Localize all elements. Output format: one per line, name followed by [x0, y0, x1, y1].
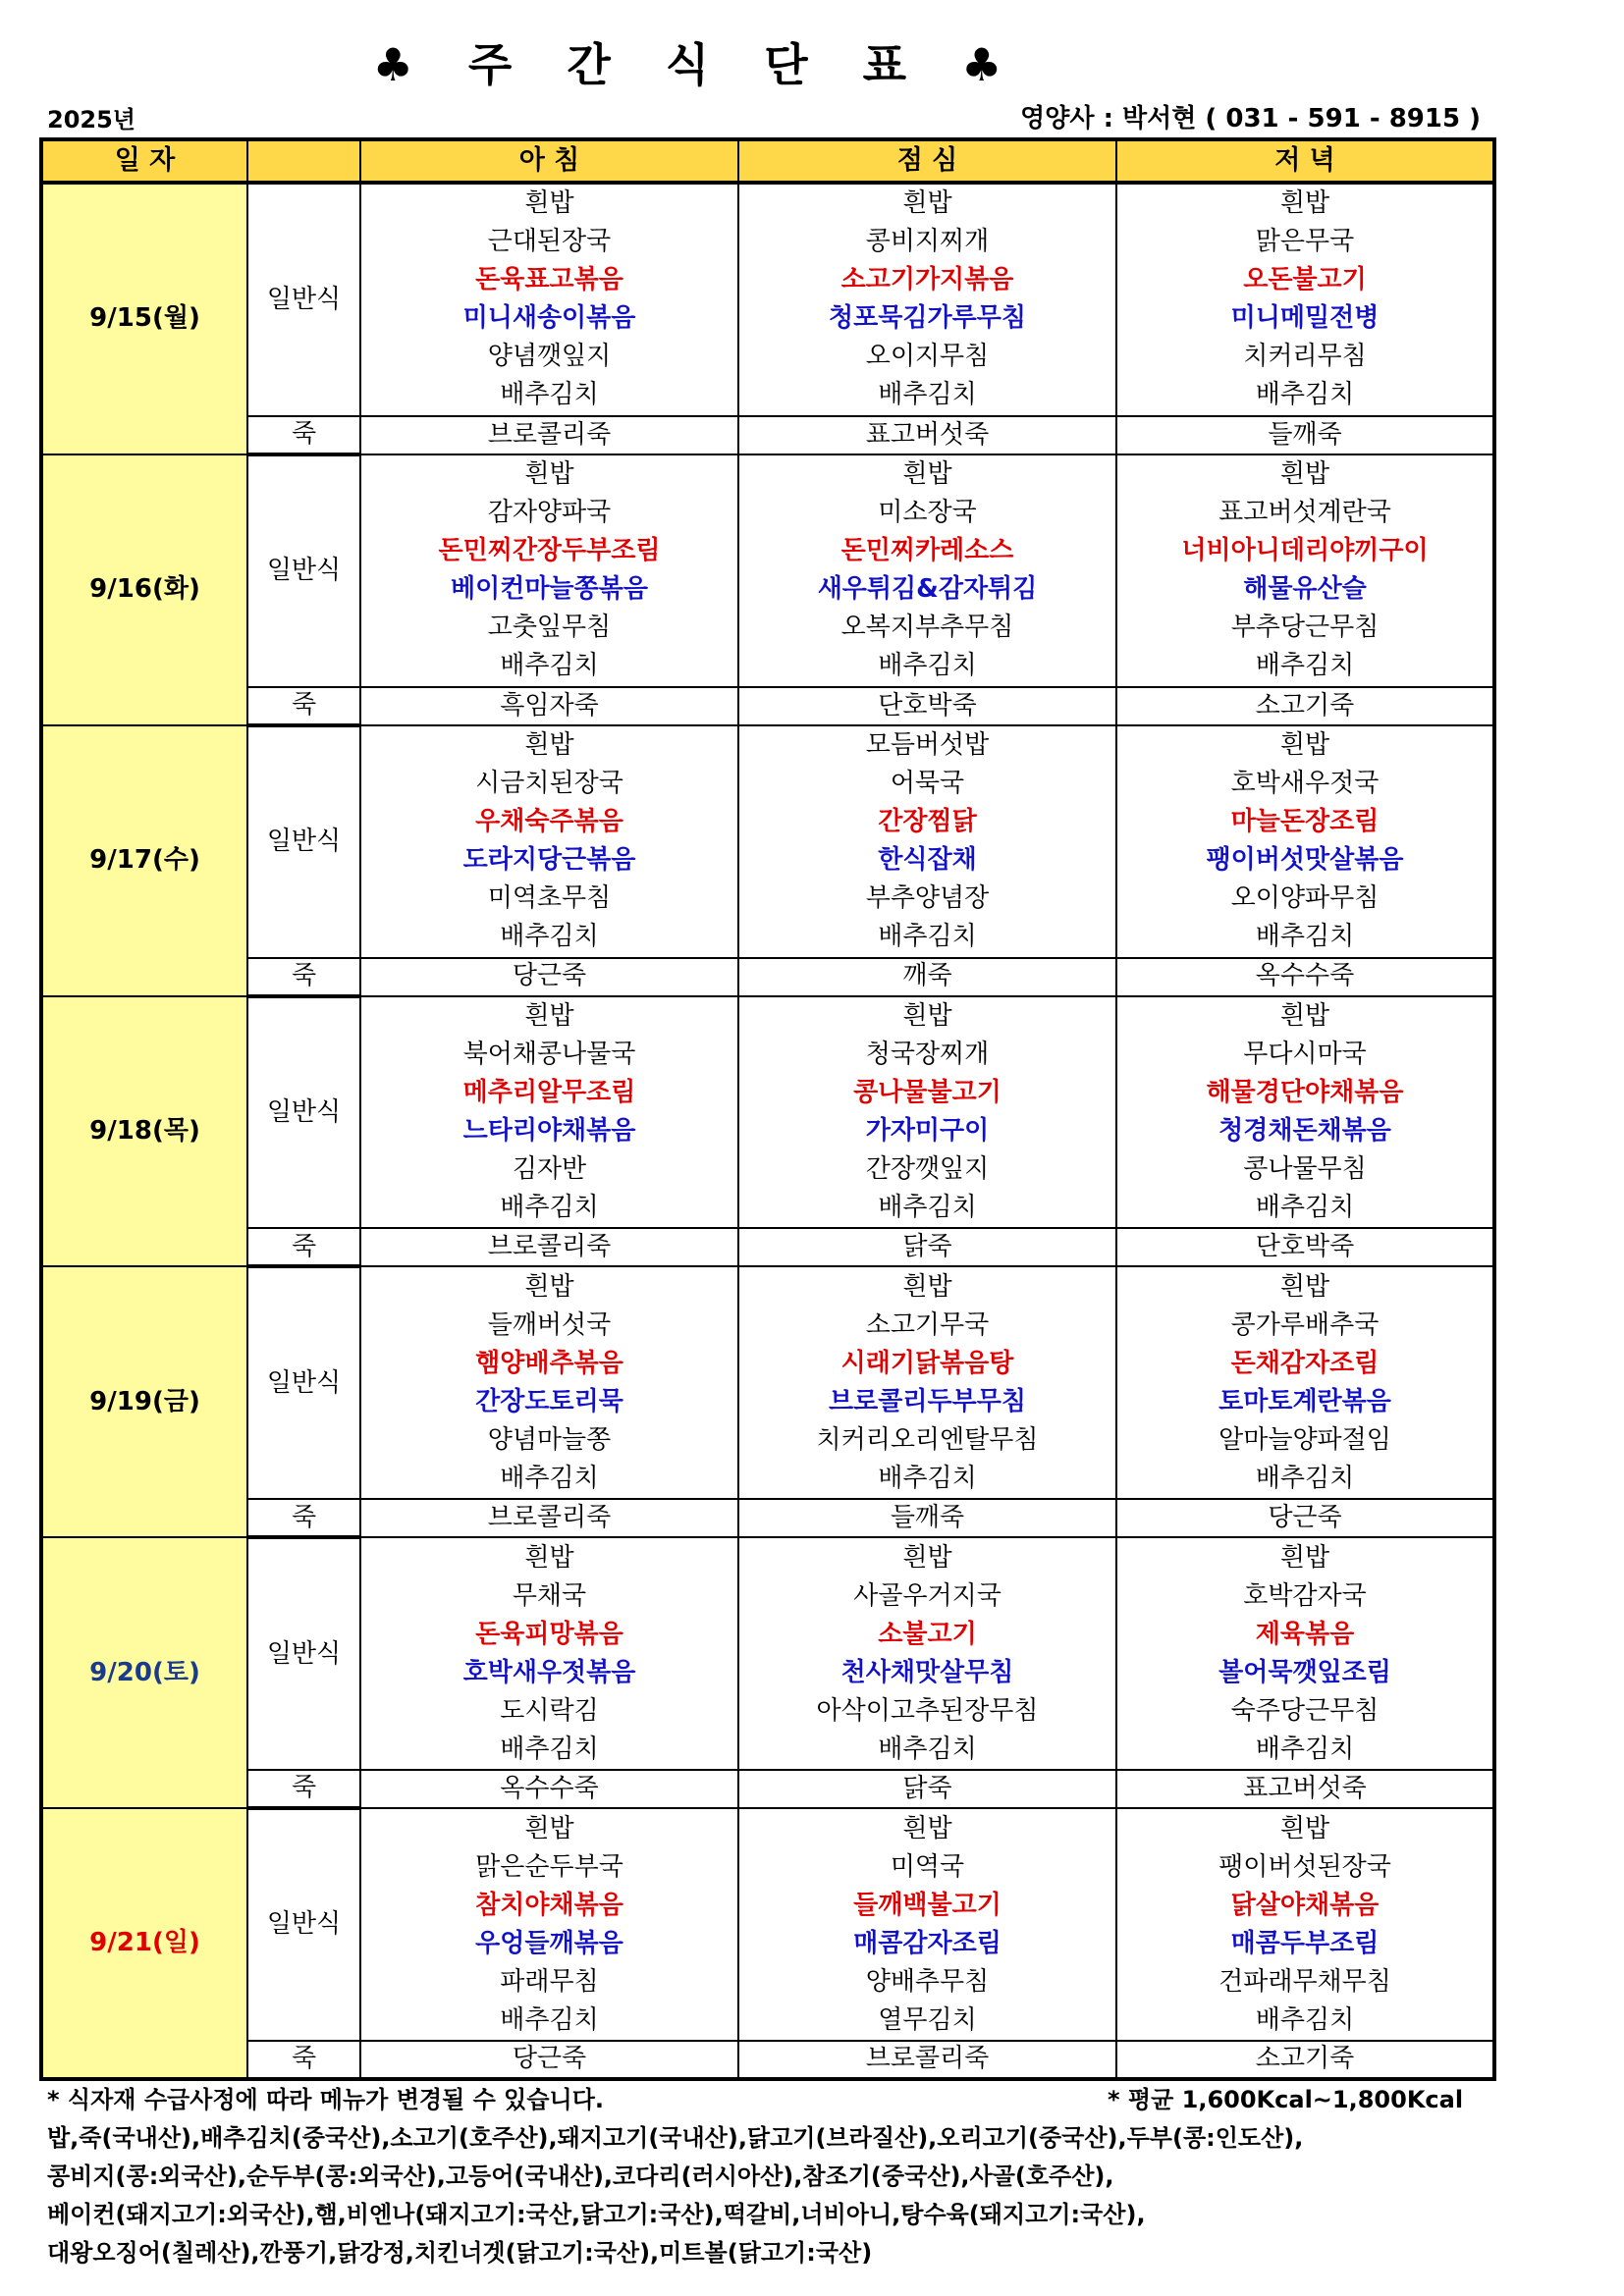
- menu-item: 흰밥: [1279, 1542, 1330, 1573]
- porridge-row: [41, 2041, 1494, 2079]
- breakfast-porridge: 흑임자죽: [360, 687, 738, 725]
- breakfast-cell: [360, 1266, 738, 1499]
- lunch-porridge: 닭죽: [738, 1228, 1116, 1266]
- menu-item: 북어채콩나물국: [462, 1039, 636, 1069]
- menu-item: 배추김치: [1255, 651, 1355, 681]
- day-row: [41, 996, 1494, 1229]
- menu-item: 볼어묵깻잎조림: [1218, 1657, 1391, 1687]
- menu-item: 무다시마국: [1243, 1039, 1367, 1069]
- menu-item: 간장찜닭: [878, 807, 977, 837]
- menu-item: 호박새우젓볶음: [462, 1657, 636, 1687]
- day-row: [41, 1808, 1494, 2041]
- menu-item: 양념마늘쫑: [487, 1424, 612, 1455]
- lunch-porridge: 브로콜리죽: [738, 2041, 1116, 2079]
- menu-item: 간장도토리묵: [475, 1386, 623, 1416]
- breakfast-porridge: 브로콜리죽: [360, 416, 738, 454]
- menu-item: 우채숙주볶음: [475, 807, 623, 837]
- menu-item: 배추김치: [500, 380, 599, 410]
- menu-item: 사골우거지국: [853, 1580, 1001, 1611]
- header-row: [41, 139, 1494, 183]
- menu-item: 너비아니데리야끼구이: [1181, 536, 1429, 566]
- date-cell: 9/15(월): [41, 183, 247, 454]
- menu-item: 숙주당근무침: [1230, 1695, 1380, 1726]
- lunch-porridge: 표고버섯죽: [738, 416, 1116, 454]
- menu-item: 배추김치: [1255, 1192, 1355, 1222]
- dinner-porridge: 소고기죽: [1116, 687, 1494, 725]
- footnotes: [47, 2081, 1520, 2272]
- menu-item: 들깨버섯국: [487, 1309, 612, 1340]
- menu-item: 콩비지찌개: [865, 227, 990, 257]
- menu-item: 근대된장국: [487, 227, 612, 257]
- menu-item: 양념깻잎지: [487, 342, 612, 372]
- date-cell: 9/17(수): [41, 725, 247, 996]
- dinner-cell: [1116, 183, 1494, 416]
- dinner-cell: [1116, 1537, 1494, 1770]
- menu-item: 느타리야채볶음: [462, 1115, 636, 1146]
- date-cell: 9/19(금): [41, 1266, 247, 1537]
- dinner-porridge: 단호박죽: [1116, 1228, 1494, 1266]
- menu-item: 소불고기: [878, 1619, 977, 1649]
- menu-item: 매콤두부조림: [1230, 1928, 1380, 1958]
- menu-item: 닭살야채볶음: [1230, 1890, 1380, 1920]
- menu-item: 콩나물무침: [1243, 1153, 1367, 1184]
- date-cell: 9/21(일): [41, 1808, 247, 2079]
- menu-item: 배추김치: [500, 1192, 599, 1222]
- menu-item: 어묵국: [890, 769, 965, 799]
- menu-item: 흰밥: [902, 188, 952, 219]
- porridge-row: [41, 1499, 1494, 1537]
- breakfast-cell: [360, 454, 738, 687]
- menu-item: 청경채돈채볶음: [1218, 1115, 1391, 1146]
- menu-item: 흰밥: [902, 1542, 952, 1573]
- category-porridge: 죽: [247, 1228, 360, 1266]
- menu-item: 배추김치: [878, 380, 977, 410]
- change-notice: * 식자재 수급사정에 따라 메뉴가 변경될 수 있습니다.: [47, 2086, 605, 2113]
- menu-item: 청포묵김가루무침: [829, 303, 1026, 334]
- menu-item: 돈민찌간장두부조림: [438, 536, 661, 566]
- lunch-cell: [738, 996, 1116, 1229]
- breakfast-porridge: 브로콜리죽: [360, 1499, 738, 1537]
- dinner-porridge: 소고기죽: [1116, 2041, 1494, 2079]
- menu-item: 호박새우젓국: [1230, 769, 1380, 799]
- menu-item: 흰밥: [902, 1000, 952, 1031]
- breakfast-porridge: 당근죽: [360, 958, 738, 996]
- menu-item: 새우튀김&감자튀김: [817, 574, 1038, 605]
- category-porridge: 죽: [247, 1499, 360, 1537]
- year-label: 2025년: [47, 106, 135, 133]
- dinner-cell: [1116, 1808, 1494, 2041]
- menu-item: 흰밥: [902, 1813, 952, 1843]
- date-cell: 9/16(화): [41, 454, 247, 725]
- menu-item: 미소장국: [878, 498, 977, 528]
- menu-item: 배추김치: [500, 1734, 599, 1764]
- menu-item: 흰밥: [524, 730, 574, 761]
- menu-item: 천사채맛살무침: [840, 1657, 1014, 1687]
- menu-item: 호박감자국: [1243, 1580, 1367, 1611]
- category-regular: 일반식: [247, 1537, 360, 1770]
- category-porridge: 죽: [247, 416, 360, 454]
- menu-item: 배추김치: [500, 2004, 599, 2035]
- menu-item: 고춧잎무침: [487, 613, 612, 643]
- breakfast-cell: [360, 725, 738, 958]
- menu-item: 흰밥: [1279, 1271, 1330, 1302]
- menu-item: 도시락김: [500, 1695, 599, 1726]
- menu-item: 돈채감자조림: [1230, 1348, 1380, 1378]
- menu-item: 흰밥: [1279, 730, 1330, 761]
- menu-item: 도라지당근볶음: [462, 845, 636, 876]
- menu-item: 흰밥: [1279, 188, 1330, 219]
- menu-item: 우엉들깨볶음: [475, 1928, 623, 1958]
- menu-item: 햄양배추볶음: [475, 1348, 623, 1378]
- menu-item: 간장깻잎지: [865, 1153, 990, 1184]
- menu-item: 배추김치: [1255, 380, 1355, 410]
- menu-item: 흰밥: [902, 459, 952, 490]
- category-regular: 일반식: [247, 454, 360, 687]
- menu-item: 오복지부추무침: [840, 613, 1014, 643]
- column-header-category: [247, 139, 360, 183]
- menu-item: 배추김치: [878, 1192, 977, 1222]
- menu-item: 파래무침: [500, 1966, 599, 1997]
- origin-line: 밥,죽(국내산),배추김치(중국산),소고기(호주산),돼지고기(국내산),닭고기(브라질산),오리고기(중국산),두부(콩:인도산),: [47, 2124, 1304, 2152]
- menu-item: 치커리오리엔탈무침: [816, 1424, 1039, 1455]
- dinner-cell: [1116, 1266, 1494, 1499]
- category-porridge: 죽: [247, 1770, 360, 1808]
- breakfast-porridge: 옥수수죽: [360, 1770, 738, 1808]
- column-header-date: 일 자: [41, 139, 247, 183]
- menu-item: 제육볶음: [1255, 1619, 1355, 1649]
- menu-item: 콩가루배추국: [1230, 1309, 1380, 1340]
- page-title: ♣ 주 간 식 단 표 ♣: [372, 38, 1022, 91]
- menu-item: 해물경단야채볶음: [1206, 1077, 1404, 1107]
- menu-item: 오이지무침: [865, 342, 990, 372]
- column-header-dinner: 저 녁: [1116, 139, 1494, 183]
- menu-item: 시래기닭볶음탕: [840, 1348, 1014, 1378]
- menu-item: 흰밥: [1279, 459, 1330, 490]
- menu-item: 청국장찌개: [865, 1039, 990, 1069]
- menu-item: 미니새송이볶음: [462, 303, 636, 334]
- menu-item: 토마토계란볶음: [1218, 1386, 1391, 1416]
- origin-line: 베이컨(돼지고기:외국산),햄,비엔나(돼지고기:국산,닭고기:국산),떡갈비,너비아니,탕수육(돼지고기:국산),: [47, 2201, 1146, 2228]
- menu-item: 흰밥: [902, 1271, 952, 1302]
- weekly-menu-table: [39, 137, 1496, 2081]
- category-porridge: 죽: [247, 2041, 360, 2079]
- category-regular: 일반식: [247, 1266, 360, 1499]
- menu-item: 매콤감자조림: [853, 1928, 1001, 1958]
- lunch-porridge: 깨죽: [738, 958, 1116, 996]
- porridge-row: [41, 416, 1494, 454]
- menu-item: 메추리알무조림: [462, 1077, 636, 1107]
- day-row: [41, 1537, 1494, 1770]
- menu-item: 감자양파국: [487, 498, 612, 528]
- menu-item: 배추김치: [878, 1734, 977, 1764]
- menu-item: 돈육피망볶음: [475, 1619, 623, 1649]
- date-cell: 9/20(토): [41, 1537, 247, 1808]
- category-regular: 일반식: [247, 996, 360, 1229]
- menu-item: 알마늘양파절임: [1218, 1424, 1391, 1455]
- lunch-porridge: 단호박죽: [738, 687, 1116, 725]
- category-regular: 일반식: [247, 725, 360, 958]
- menu-item: 팽이버섯맛살볶음: [1206, 845, 1404, 876]
- menu-item: 팽이버섯된장국: [1218, 1851, 1391, 1882]
- menu-item: 모듬버섯밥: [865, 730, 990, 761]
- category-regular: 일반식: [247, 183, 360, 416]
- menu-item: 브로콜리두부무침: [829, 1386, 1026, 1416]
- menu-item: 배추김치: [1255, 922, 1355, 952]
- menu-item: 오돈불고기: [1243, 265, 1367, 295]
- menu-item: 배추김치: [500, 922, 599, 952]
- menu-item: 열무김치: [878, 2004, 977, 2035]
- category-porridge: 죽: [247, 958, 360, 996]
- day-row: [41, 183, 1494, 416]
- menu-item: 참치야채볶음: [475, 1890, 623, 1920]
- menu-item: 베이컨마늘쫑볶음: [451, 574, 648, 605]
- menu-item: 시금치된장국: [475, 769, 623, 799]
- dinner-cell: [1116, 996, 1494, 1229]
- dinner-porridge: 들깨죽: [1116, 416, 1494, 454]
- lunch-cell: [738, 1808, 1116, 2041]
- menu-item: 미역국: [890, 1851, 965, 1882]
- breakfast-cell: [360, 1808, 738, 2041]
- menu-item: 가자미구이: [865, 1115, 990, 1146]
- day-row: [41, 725, 1494, 958]
- lunch-porridge: 들깨죽: [738, 1499, 1116, 1537]
- porridge-row: [41, 958, 1494, 996]
- menu-item: 부추당근무침: [1230, 613, 1380, 643]
- lunch-cell: [738, 454, 1116, 687]
- breakfast-porridge: 브로콜리죽: [360, 1228, 738, 1266]
- menu-item: 배추김치: [1255, 2004, 1355, 2035]
- origin-line: 콩비지(콩:외국산),순두부(콩:외국산),고등어(국내산),코다리(러시아산),참조기(중국산),사골(호주산),: [47, 2163, 1114, 2190]
- menu-item: 한식잡채: [878, 845, 977, 876]
- breakfast-cell: [360, 183, 738, 416]
- menu-item: 소고기가지볶음: [840, 265, 1014, 295]
- dinner-porridge: 당근죽: [1116, 1499, 1494, 1537]
- menu-item: 맑은무국: [1255, 227, 1355, 257]
- menu-item: 마늘돈장조림: [1230, 807, 1380, 837]
- column-header-breakfast: 아 침: [360, 139, 738, 183]
- lunch-porridge: 닭죽: [738, 1770, 1116, 1808]
- menu-item: 김자반: [512, 1153, 587, 1184]
- menu-item: 배추김치: [1255, 1734, 1355, 1764]
- menu-item: 배추김치: [878, 651, 977, 681]
- date-cell: 9/18(목): [41, 996, 247, 1267]
- dinner-cell: [1116, 454, 1494, 687]
- menu-item: 흰밥: [524, 188, 574, 219]
- porridge-row: [41, 1770, 1494, 1808]
- breakfast-porridge: 당근죽: [360, 2041, 738, 2079]
- menu-item: 흰밥: [524, 1542, 574, 1573]
- menu-item: 배추김치: [500, 651, 599, 681]
- lunch-cell: [738, 725, 1116, 958]
- menu-item: 표고버섯계란국: [1218, 498, 1391, 528]
- menu-item: 배추김치: [500, 1463, 599, 1493]
- menu-item: 건파래무채무침: [1218, 1966, 1391, 1997]
- menu-item: 배추김치: [878, 922, 977, 952]
- menu-item: 배추김치: [878, 1463, 977, 1493]
- dinner-porridge: 표고버섯죽: [1116, 1770, 1494, 1808]
- menu-item: 흰밥: [1279, 1813, 1330, 1843]
- breakfast-cell: [360, 1537, 738, 1770]
- menu-item: 흰밥: [524, 1000, 574, 1031]
- menu-item: 부추양념장: [865, 883, 990, 914]
- menu-item: 들깨백불고기: [853, 1890, 1001, 1920]
- lunch-cell: [738, 1266, 1116, 1499]
- day-row: [41, 1266, 1494, 1499]
- menu-item: 흰밥: [524, 459, 574, 490]
- breakfast-cell: [360, 996, 738, 1229]
- menu-item: 맑은순두부국: [475, 1851, 623, 1882]
- calorie-note: * 평균 1,600Kcal~1,800Kcal: [1108, 2086, 1464, 2113]
- menu-item: 콩나물불고기: [853, 1077, 1001, 1107]
- origin-line: 대왕오징어(칠레산),깐풍기,닭강정,치킨너겟(닭고기:국산),미트볼(닭고기:국산): [47, 2239, 873, 2267]
- menu-item: 돈육표고볶음: [475, 265, 623, 295]
- lunch-cell: [738, 1537, 1116, 1770]
- menu-item: 미니메밀전병: [1230, 303, 1380, 334]
- menu-item: 치커리무침: [1243, 342, 1367, 372]
- menu-item: 미역초무침: [487, 883, 612, 914]
- menu-item: 흰밥: [524, 1271, 574, 1302]
- menu-item: 돈민찌카레소스: [840, 536, 1014, 566]
- day-row: [41, 454, 1494, 687]
- porridge-row: [41, 687, 1494, 725]
- menu-item: 양배추무침: [865, 1966, 990, 1997]
- category-porridge: 죽: [247, 687, 360, 725]
- menu-item: 무채국: [512, 1580, 587, 1611]
- menu-item: 소고기무국: [865, 1309, 990, 1340]
- dinner-porridge: 옥수수죽: [1116, 958, 1494, 996]
- porridge-row: [41, 1228, 1494, 1266]
- lunch-cell: [738, 183, 1116, 416]
- menu-item: 배추김치: [1255, 1463, 1355, 1493]
- menu-item: 흰밥: [524, 1813, 574, 1843]
- menu-item: 아삭이고추된장무침: [816, 1695, 1039, 1726]
- menu-body: [41, 183, 1494, 2079]
- dinner-cell: [1116, 725, 1494, 958]
- category-regular: 일반식: [247, 1808, 360, 2041]
- menu-item: 흰밥: [1279, 1000, 1330, 1031]
- nutritionist-contact: 영양사 : 박서현 ( 031 - 591 - 8915 ): [1020, 104, 1481, 133]
- menu-item: 해물유산슬: [1243, 574, 1367, 605]
- column-header-lunch: 점 심: [738, 139, 1116, 183]
- menu-item: 오이양파무침: [1230, 883, 1380, 914]
